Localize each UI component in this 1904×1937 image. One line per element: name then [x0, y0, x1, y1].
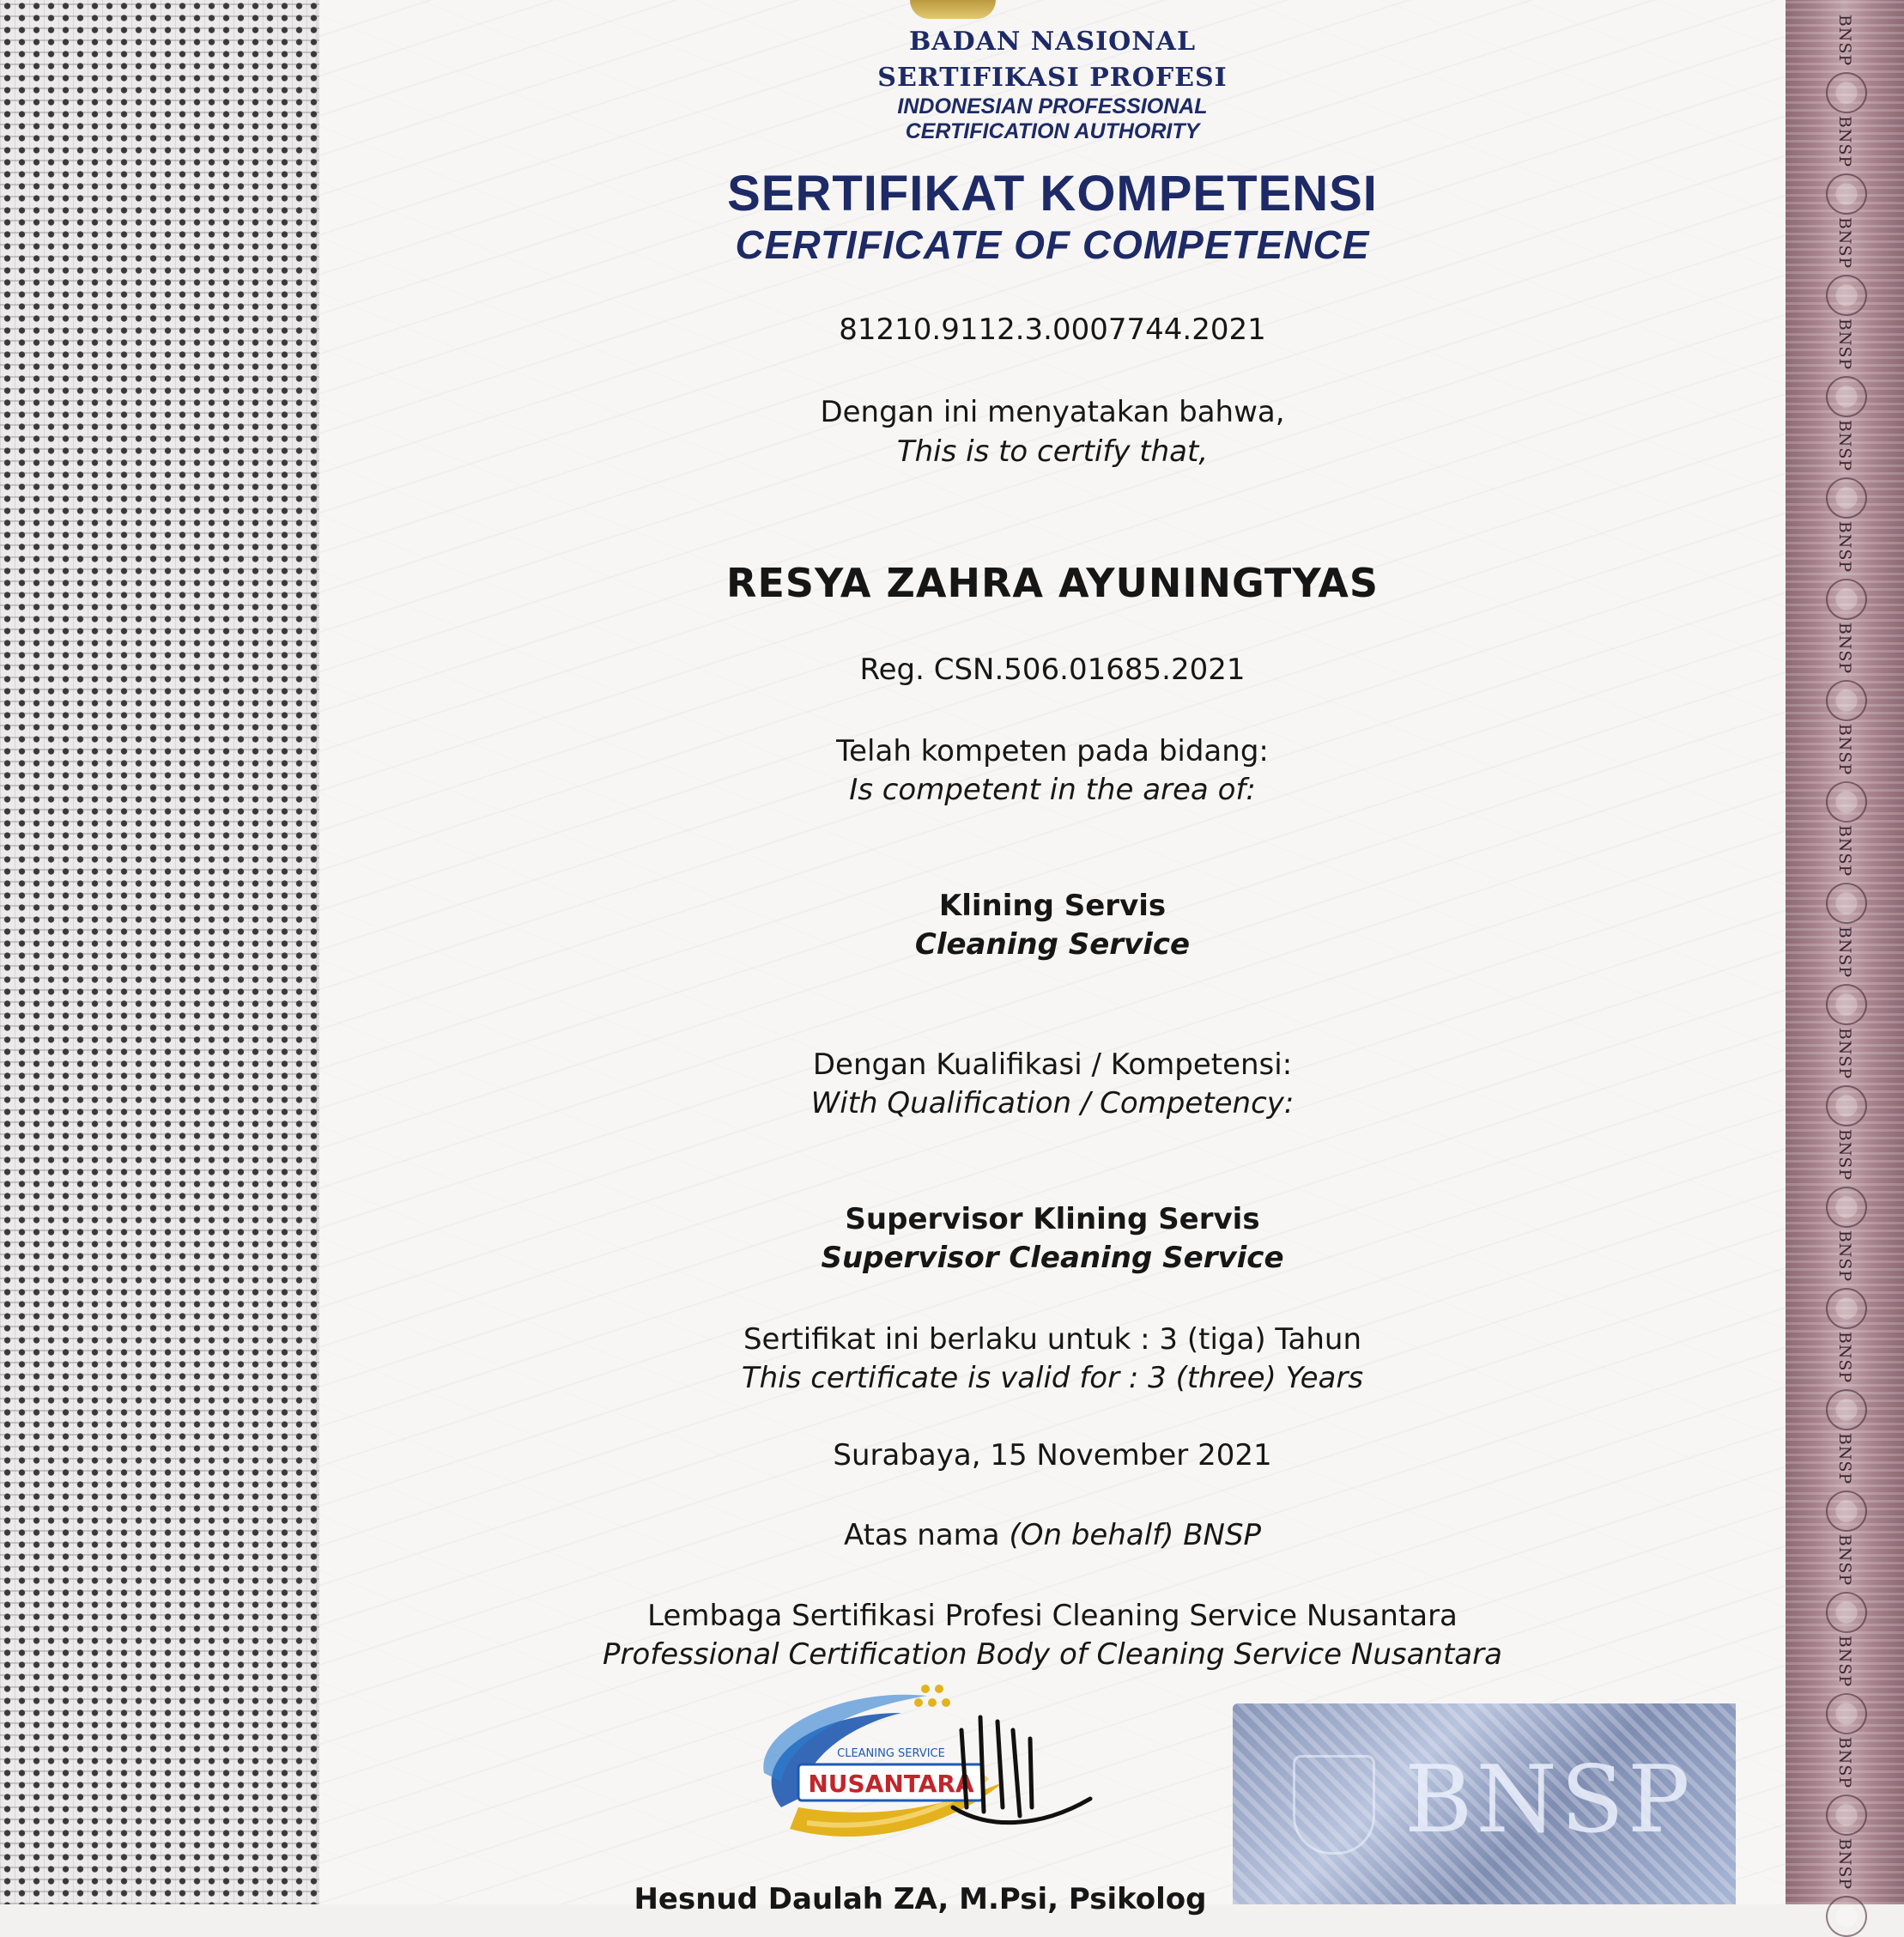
authority-name-id — [319, 24, 1786, 96]
on-behalf — [319, 1518, 1786, 1552]
qualification-label-id: Dengan Kualifikasi / Kompetensi: — [812, 1047, 1293, 1082]
security-band-ornament-icon — [1826, 579, 1867, 620]
security-band-ornament-icon — [1826, 275, 1867, 316]
certificate-number: 81210.9112.3.0007744.2021 — [839, 313, 1266, 347]
decorative-left-strip — [0, 0, 319, 1904]
validity-id: Sertifikat ini berlaku untuk : 3 (tiga) Tahun — [743, 1322, 1362, 1357]
authority-line-2: SERTIFIKASI PROFESI — [877, 63, 1228, 93]
authority-en-line-2: CERTIFICATION AUTHORITY — [905, 119, 1200, 143]
signatory-name: Hesnud Daulah ZA, M.Psi, Psikolog — [634, 1882, 1207, 1916]
hologram-text: BNSP — [1404, 1746, 1694, 1854]
area-en: Cleaning Service — [914, 927, 1191, 962]
title-en: CERTIFICATE OF COMPETENCE — [735, 222, 1370, 267]
security-band-text: BNSP — [1835, 1837, 1854, 1891]
security-band-text: BNSP — [1835, 622, 1854, 675]
security-band-ornament-icon — [1826, 1592, 1867, 1633]
security-band-ornament-icon — [1826, 1187, 1867, 1228]
security-band-text: BNSP — [1835, 318, 1854, 371]
logo-small-text: CLEANING SERVICE — [837, 1747, 945, 1760]
qualification-en: Supervisor Cleaning Service — [821, 1241, 1284, 1275]
security-band-ornament-icon — [1826, 883, 1867, 924]
security-band-ornament-icon — [1826, 680, 1867, 721]
security-band-ornament-icon — [1826, 72, 1867, 113]
security-band-text: BNSP — [1835, 1432, 1854, 1485]
bnsp-hologram — [1233, 1703, 1736, 1904]
security-band-ornament-icon — [1826, 1288, 1867, 1329]
security-band-ornament-icon — [1826, 1085, 1867, 1126]
authority-line-1: BADAN NASIONAL — [908, 27, 1197, 57]
security-band-ornament-icon — [1826, 1389, 1867, 1430]
intro-id: Dengan ini menyatakan bahwa, — [820, 395, 1285, 429]
area-label-id: Telah kompeten pada bidang: — [836, 734, 1269, 768]
security-band-ornament-icon — [1826, 984, 1867, 1025]
intro-en: This is to certify that, — [896, 434, 1209, 469]
garuda-hologram-icon — [1293, 1755, 1375, 1855]
title-id: SERTIFIKAT KOMPETENSI — [727, 166, 1378, 222]
security-band-text: BNSP — [1835, 824, 1854, 877]
registration-number: Reg. CSN.506.01685.2021 — [859, 653, 1246, 687]
on-behalf-prefix: Atas nama — [843, 1518, 1000, 1552]
qualification-label-en: With Qualification / Competency: — [810, 1086, 1295, 1120]
security-band-text: BNSP — [1835, 216, 1854, 270]
certification-body-id: Lembaga Sertifikasi Profesi Cleaning Service Nusantara — [647, 1599, 1458, 1633]
security-band — [1786, 0, 1904, 1904]
security-band-text: BNSP — [1835, 115, 1854, 168]
security-band-ornament-icon — [1826, 173, 1867, 215]
security-band-text: BNSP — [1835, 723, 1854, 776]
security-band-text: BNSP — [1835, 1230, 1854, 1283]
security-band-text: BNSP — [1835, 520, 1854, 574]
security-band-text: BNSP — [1835, 1635, 1854, 1688]
security-band-ornament-icon — [1826, 1896, 1867, 1937]
security-band-text: BNSP — [1835, 1128, 1854, 1181]
security-band-text: BNSP — [1835, 1027, 1854, 1080]
security-band-text: BNSP — [1835, 1533, 1854, 1587]
certification-body-en: Professional Certification Body of Cleaning Service Nusantara — [603, 1637, 1502, 1672]
on-behalf-italic: (On behalf) — [1009, 1518, 1174, 1552]
cleaning-service-nusantara-logo — [730, 1679, 1107, 1850]
security-band-text: BNSP — [1835, 14, 1854, 67]
security-band-text: BNSP — [1835, 1331, 1854, 1384]
security-band-ornament-icon — [1826, 477, 1867, 519]
security-band-text: BNSP — [1835, 926, 1854, 979]
security-band-text: BNSP — [1835, 1736, 1854, 1789]
security-band-ornament-icon — [1826, 376, 1867, 417]
place-date: Surabaya, 15 November 2021 — [833, 1438, 1272, 1472]
security-band-text: BNSP — [1835, 419, 1854, 472]
area-id: Klining Servis — [938, 889, 1167, 923]
security-band-ornament-icon — [1826, 1794, 1867, 1836]
on-behalf-suffix: BNSP — [1183, 1518, 1262, 1552]
area-label-en: Is competent in the area of: — [849, 773, 1256, 807]
qualification-id: Supervisor Klining Servis — [845, 1202, 1260, 1236]
logo-brand-text: NUSANTARA — [808, 1770, 974, 1798]
garuda-emblem-icon — [910, 0, 996, 19]
security-band-ornament-icon — [1826, 1491, 1867, 1532]
holder-name: RESYA ZAHRA AYUNINGTYAS — [726, 560, 1379, 606]
security-band-ornament-icon — [1826, 781, 1867, 823]
validity-en: This certificate is valid for : 3 (three) Years — [741, 1361, 1364, 1395]
authority-en-line-1: INDONESIAN PROFESSIONAL — [897, 94, 1208, 118]
authority-name-en — [319, 94, 1786, 144]
security-band-ornament-icon — [1826, 1693, 1867, 1734]
